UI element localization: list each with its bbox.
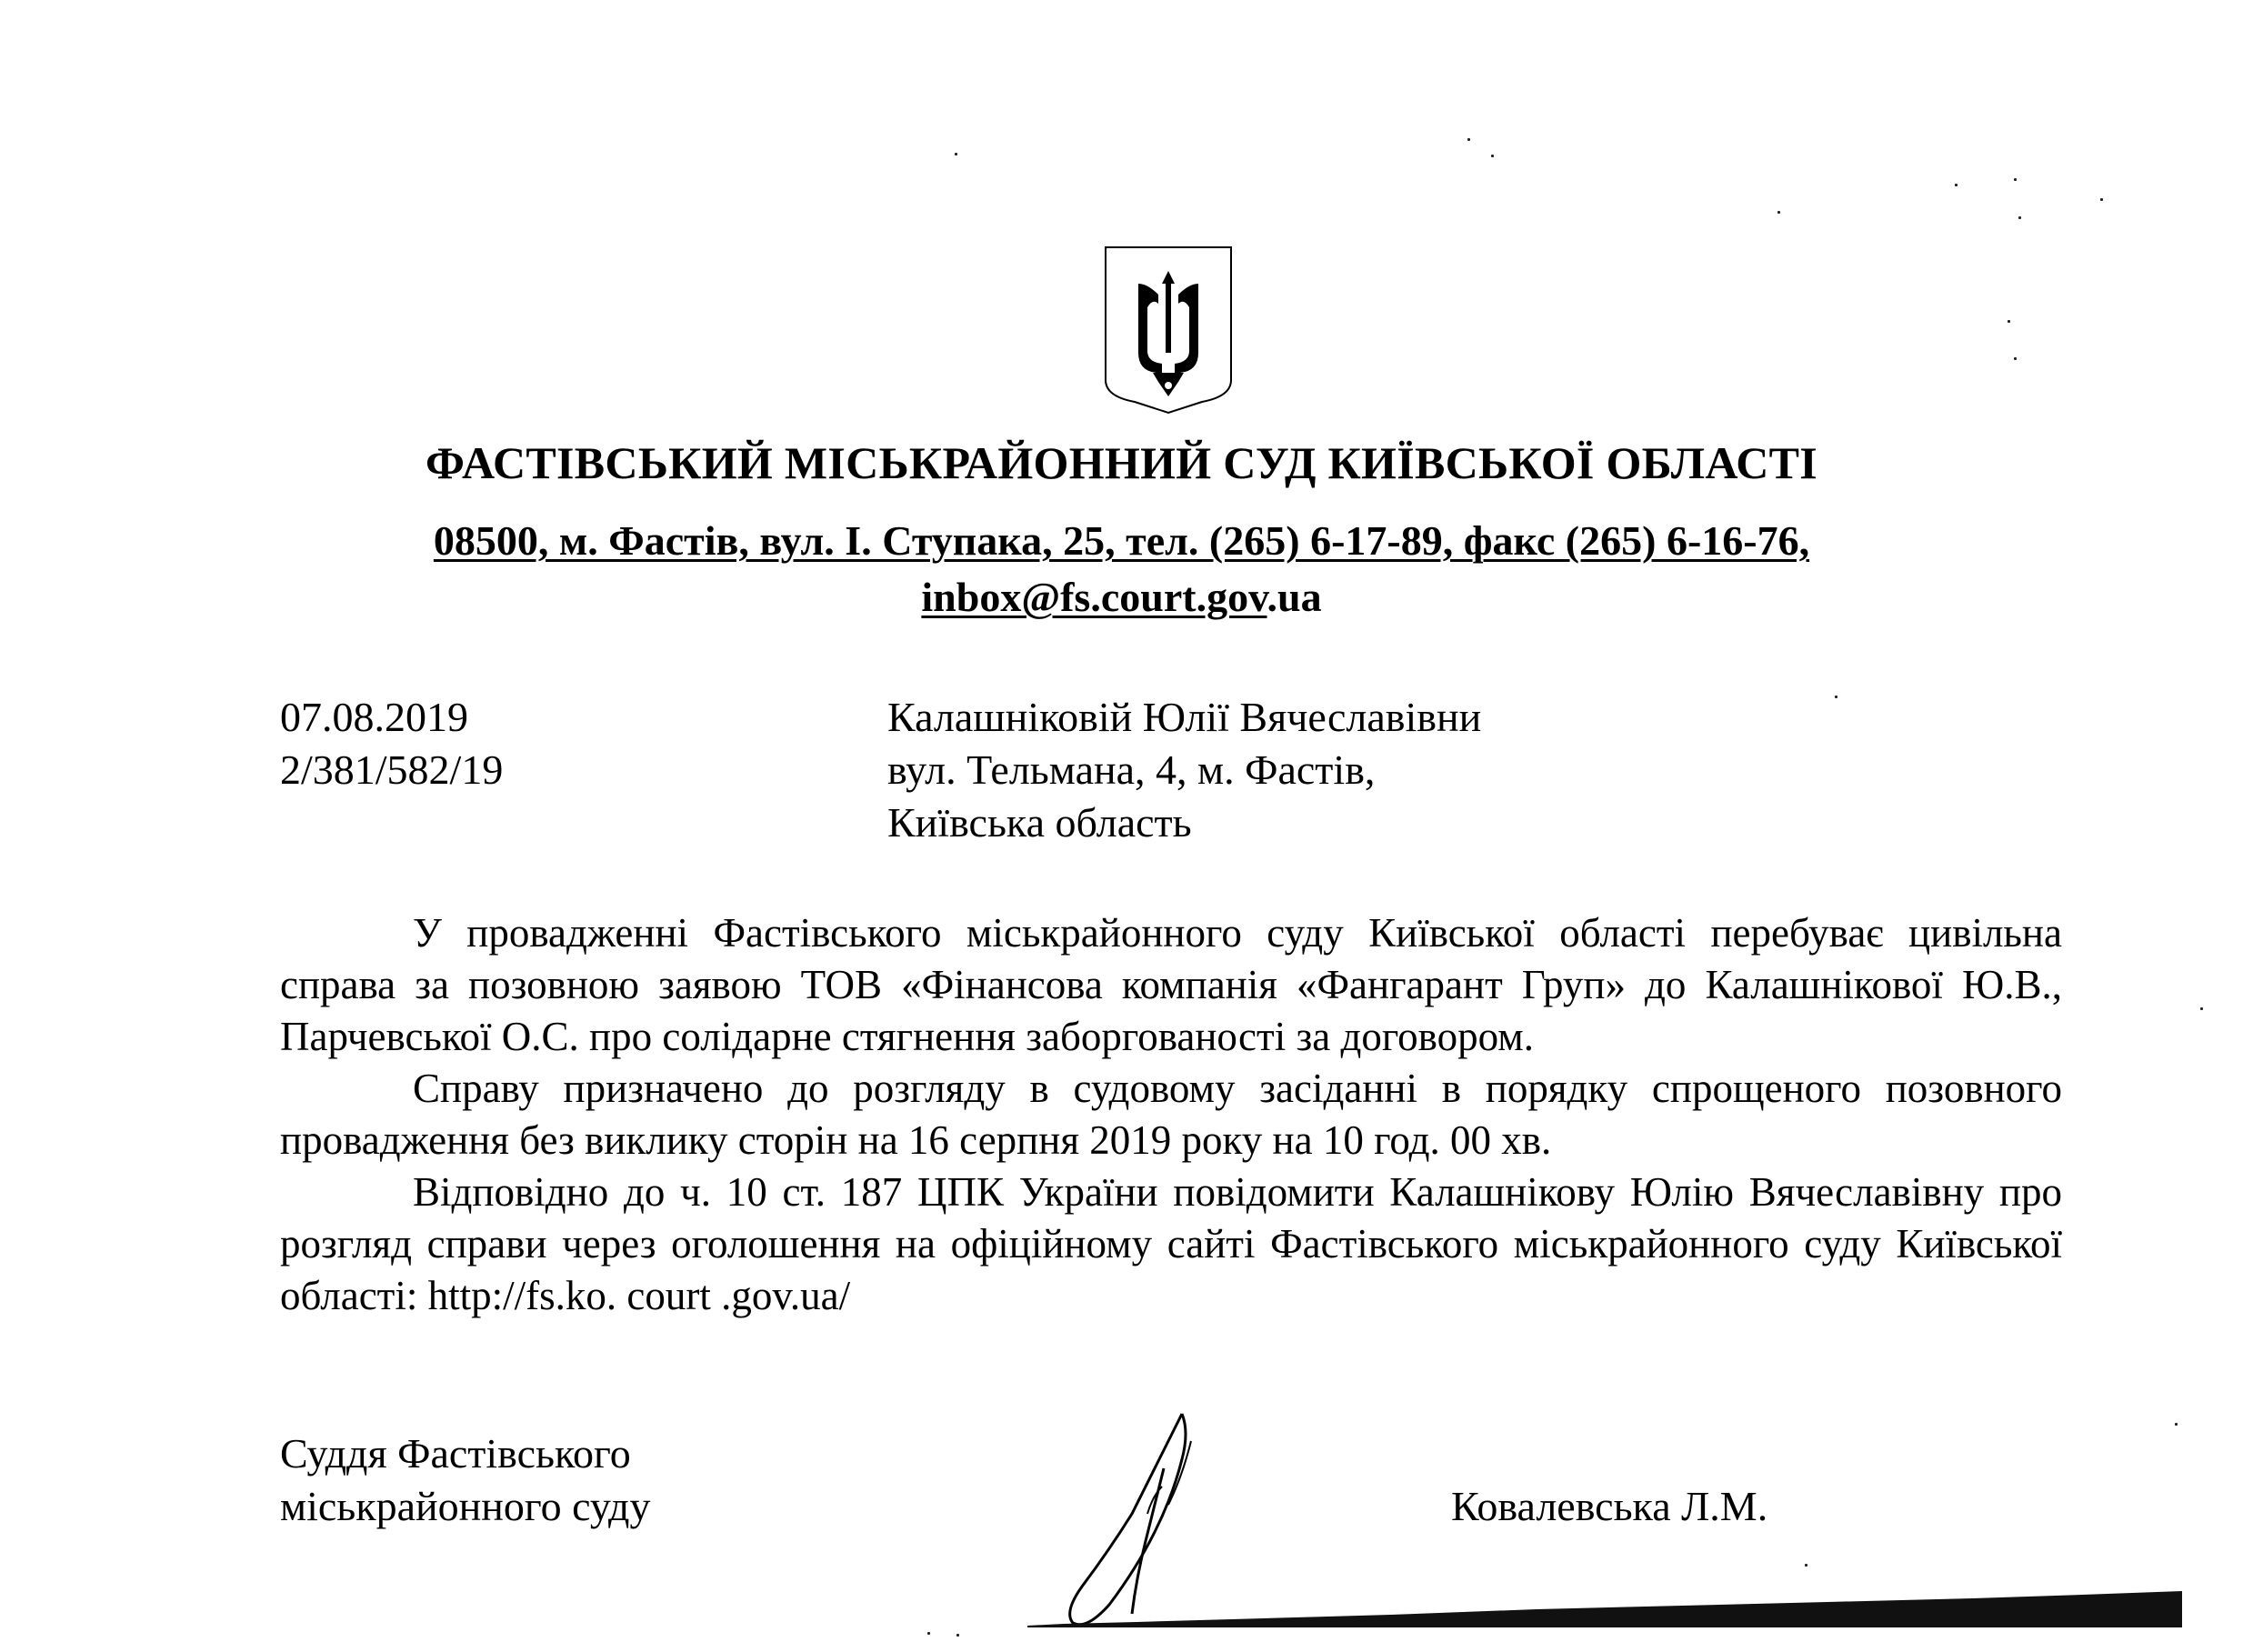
scan-speck <box>2200 1007 2203 1010</box>
recipient-region: Київська область <box>887 799 1192 846</box>
letter-body <box>280 907 2062 1322</box>
letter-meta <box>280 691 503 796</box>
case-number: 2/381/582/19 <box>280 746 504 793</box>
scan-speck <box>956 1634 959 1637</box>
judge-title-line: міськрайонного суду <box>280 1483 651 1529</box>
scan-speck <box>1777 211 1780 214</box>
recipient-block <box>887 691 1481 849</box>
court-address-line: 08500, м. Фастів, вул. І. Ступака, 25, тел. (265) 6-17-89, факс (265) 6-16-76, <box>433 517 1810 564</box>
letter-date: 07.08.2019 <box>280 694 468 740</box>
scan-speck <box>2008 320 2010 323</box>
scan-edge-shadow <box>1027 1582 2182 1627</box>
court-email-line <box>0 573 2243 621</box>
judge-title <box>280 1427 650 1533</box>
scan-speck <box>2014 178 2017 181</box>
scan-speck <box>1467 138 1470 141</box>
body-paragraph: У провадженні Фастівського міськрайонного суду Київської області перебуває цивільна справа за позовною заявою ТОВ «Фінансова компанія «Фангарант Груп» до Калашнікової Ю.В., Парчевської О.С. про солідарне стягнення заборгованості за договором. <box>280 910 2062 1059</box>
scan-speck <box>1835 696 1837 698</box>
body-paragraph: Справу призначено до розгляду в судовому засіданні в порядку спрощеного позовного провадження без виклику сторін на 16 серпня 2019 року на 10 год. 00 хв. <box>280 1066 2062 1163</box>
scan-speck <box>2100 198 2103 201</box>
scan-speck <box>2018 216 2021 219</box>
judge-name: Ковалевська Л.М. <box>1451 1483 1768 1529</box>
scan-speck <box>1491 155 1494 157</box>
recipient-street: вул. Тельмана, 4, м. Фастів, <box>887 746 1376 793</box>
scan-speck <box>1955 184 1958 186</box>
court-email-link[interactable]: inbox@fs.court.gov <box>921 574 1267 620</box>
court-email-suffix: .ua <box>1267 574 1322 620</box>
body-paragraph: Відповідно до ч. 10 ст. 187 ЦПК України повідомити Калашнікову Юлію Вячеславівну про розгляд справи через оголошення на офіційному сайті Фастівського міськрайонного суду Київської області: http://fs.ko. court .gov.ua/ <box>280 1169 2062 1318</box>
court-name-heading: ФАСТІВСЬКИЙ МІСЬКРАЙОННИЙ СУД КИЇВСЬКОЇ ОБЛАСТІ <box>425 437 1818 488</box>
judge-title-line: Суддя Фастівського <box>280 1430 631 1477</box>
scan-speck <box>927 1632 930 1635</box>
scan-speck <box>2014 357 2017 360</box>
scan-speck <box>1805 1564 1807 1567</box>
scan-speck <box>2175 1423 2178 1426</box>
recipient-name: Калашніковій Юлії Вячеславівни <box>887 694 1482 740</box>
scan-speck <box>955 153 957 155</box>
trident-coat-of-arms-icon <box>1102 244 1235 416</box>
